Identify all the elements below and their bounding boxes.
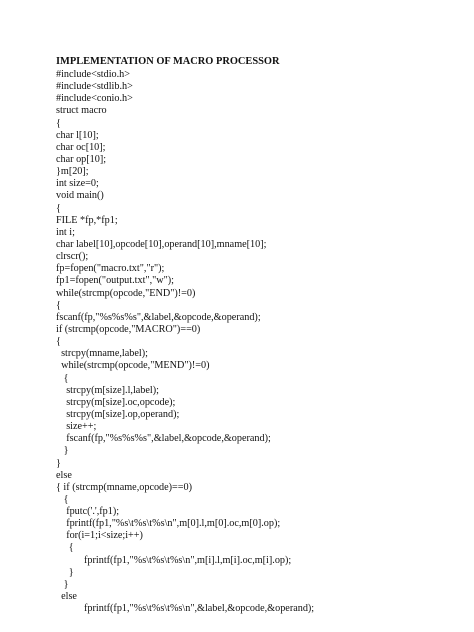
code-line: while(strcmp(opcode,"END")!=0) — [56, 287, 196, 299]
code-line: { — [56, 493, 69, 505]
code-line: struct macro — [56, 105, 107, 117]
code-line: fprintf(fp1,"%s\t%s\t%s\n",&label,&opcode,&operand); — [56, 603, 315, 615]
code-line: { if (strcmp(mname,opcode)==0) — [56, 481, 193, 493]
code-line: void main() — [56, 190, 104, 202]
code-line: int size=0; — [56, 178, 99, 190]
code-line: fprintf(fp1,"%s\t%s\t%s\n",m[i].l,m[i].oc,m[i].op); — [56, 554, 292, 566]
code-line: { — [56, 336, 61, 348]
code-line: fp=fopen("macro.txt","r"); — [56, 263, 165, 275]
code-line: }m[20]; — [56, 166, 89, 178]
code-line: fscanf(fp,"%s%s%s",&label,&opcode,&operand); — [56, 311, 261, 323]
code-line: clrscr(); — [56, 251, 89, 263]
code-line: } — [56, 457, 61, 469]
code-line: { — [56, 299, 61, 311]
code-line: char label[10],opcode[10],operand[10],mname[10]; — [56, 238, 267, 250]
code-line: { — [56, 117, 61, 129]
code-line: { — [56, 542, 74, 554]
code-line: if (strcmp(opcode,"MACRO")==0) — [56, 323, 201, 335]
code-line: #include<stdlib.h> — [56, 81, 133, 93]
code-block — [56, 69, 314, 615]
code-line: } — [56, 445, 69, 457]
code-line: strcpy(m[size].oc,opcode); — [56, 396, 176, 408]
code-line: fputc('.',fp1); — [56, 506, 120, 518]
code-line: strcpy(mname,label); — [56, 348, 148, 360]
code-line: char op[10]; — [56, 153, 107, 165]
code-line: else — [56, 469, 72, 481]
code-line: char l[10]; — [56, 129, 99, 141]
document-title: IMPLEMENTATION OF MACRO PROCESSOR — [56, 56, 280, 67]
code-line: #include<stdio.h> — [56, 69, 131, 80]
code-line: FILE *fp,*fp1; — [56, 214, 118, 226]
code-line: } — [56, 578, 69, 590]
code-line: fp1=fopen("output.txt","w"); — [56, 275, 175, 287]
code-line: for(i=1;i<size;i++) — [56, 530, 143, 542]
code-line: #include<conio.h> — [56, 93, 133, 105]
code-line: size++; — [56, 421, 97, 433]
code-line: { — [56, 372, 69, 384]
code-line: strcpy(m[size].op,operand); — [56, 408, 180, 420]
code-line: fprintf(fp1,"%s\t%s\t%s\n",m[0].l,m[0].oc,m[0].op); — [56, 518, 281, 530]
code-line: strcpy(m[size].l,label); — [56, 384, 159, 396]
code-line: } — [56, 566, 74, 578]
code-line: int i; — [56, 226, 75, 238]
code-line: char oc[10]; — [56, 141, 106, 153]
code-line: fscanf(fp,"%s%s%s",&label,&opcode,&operand); — [56, 433, 271, 445]
code-line: while(strcmp(opcode,"MEND")!=0) — [56, 360, 210, 372]
code-line: { — [56, 202, 61, 214]
code-line: else — [56, 591, 77, 603]
